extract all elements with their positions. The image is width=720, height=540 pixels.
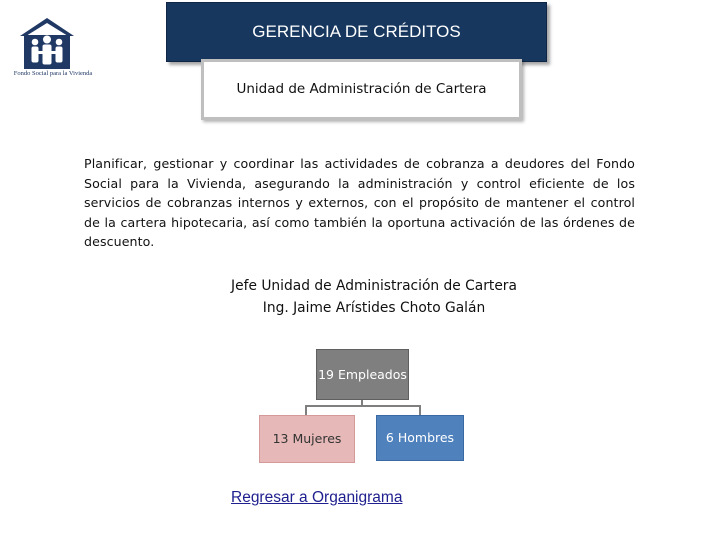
- women-label: 13 Mujeres: [272, 431, 342, 446]
- logo-caption: Fondo Social para la Vivienda: [13, 70, 93, 77]
- total-employees-label: 19 Empleados: [318, 367, 407, 382]
- men-label: 6 Hombres: [385, 430, 455, 445]
- men-node: [376, 415, 464, 461]
- fsv-logo: [8, 14, 98, 80]
- unit-title: Unidad de Administración de Cartera: [236, 81, 487, 97]
- chief-name: Ing. Jaime Arístides Choto Galán: [262, 300, 486, 316]
- unit-title-box: [201, 59, 522, 120]
- family-house-icon: [8, 14, 98, 70]
- chief-title: Jefe Unidad de Administración de Cartera: [231, 278, 517, 294]
- women-node: [259, 415, 355, 463]
- total-employees-node: [316, 349, 409, 400]
- department-header: [166, 2, 547, 62]
- back-to-org-chart-link[interactable]: Regresar a Organigrama: [231, 489, 403, 506]
- unit-description: Planificar, gestionar y coordinar las actividades de cobranza a deudores del Fondo Social para la Vivienda, asegurando la administración y control eficiente de los servicios de cobranzas internos y externos, con el propósito de mantener el control de la cartera hipotecaria, así como también la oportuna activación de las órdenes de descuento.: [84, 156, 635, 250]
- department-title: GERENCIA DE CRÉDITOS: [252, 22, 461, 41]
